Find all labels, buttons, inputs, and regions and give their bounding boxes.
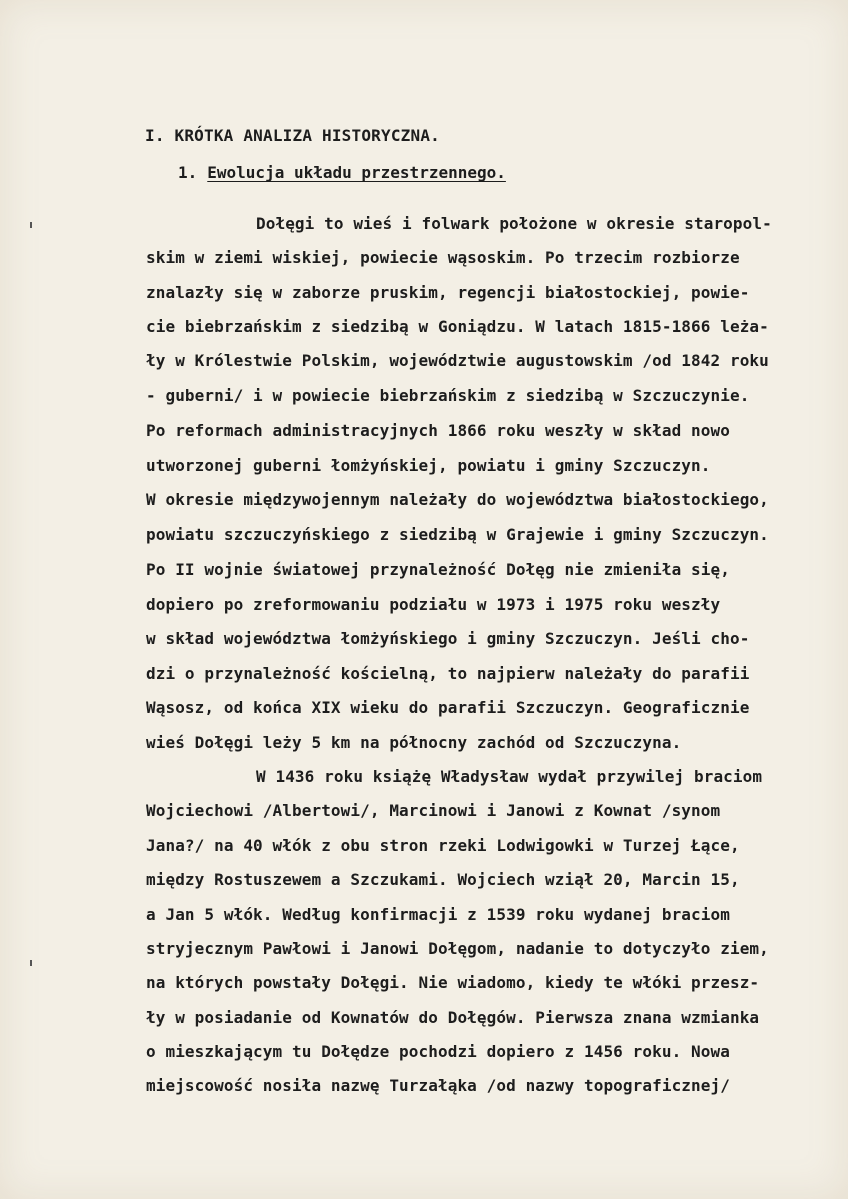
text-line: Jana?/ na 40 włók z obu stron rzeki Lodwigowki w Turzej Łące,	[146, 836, 740, 855]
text-line: dopiero po zreformowaniu podziału w 1973 i 1975 roku weszły	[146, 595, 721, 614]
text-line: dzi o przynależność kościelną, to najpierw należały do parafii	[146, 664, 750, 683]
text-line: na których powstały Dołęgi. Nie wiadomo, kiedy te włóki przesz-	[146, 973, 760, 992]
text-line: cie biebrzańskim z siedzibą w Goniądzu. W latach 1815-1866 leża-	[146, 317, 769, 336]
text-line: W 1436 roku książę Władysław wydał przywilej braciom	[256, 767, 763, 786]
text-line: ły w posiadanie od Kownatów do Dołęgów. Pierwsza znana wzmianka	[146, 1008, 760, 1027]
subsection-title: Ewolucja układu przestrzennego.	[207, 163, 506, 182]
text-line: Po reformach administracyjnych 1866 roku weszły w skład nowo	[146, 421, 730, 440]
text-line: znalazły się w zaborze pruskim, regencji białostockiej, powie-	[146, 283, 750, 302]
text-line: Wąsosz, od końca XIX wieku do parafii Szczuczyn. Geograficznie	[146, 698, 750, 717]
text-line: o mieszkającym tu Dołędze pochodzi dopiero z 1456 roku. Nowa	[146, 1042, 730, 1061]
margin-mark	[30, 960, 32, 966]
text-line: - guberni/ i w powiecie biebrzańskim z siedzibą w Szczuczynie.	[146, 386, 750, 405]
section-heading: I. KRÓTKA ANALIZA HISTORYCZNA.	[145, 126, 440, 145]
text-line: Wojciechowi /Albertowi/, Marcinowi i Janowi z Kownat /synom	[146, 801, 721, 820]
text-line: Dołęgi to wieś i folwark położone w okresie staropol-	[256, 214, 772, 233]
text-line: W okresie międzywojennym należały do województwa białostockiego,	[146, 490, 769, 509]
subsection-heading	[178, 163, 506, 182]
text-line: utworzonej guberni łomżyńskiej, powiatu i gminy Szczuczyn.	[146, 456, 711, 475]
text-line: Po II wojnie światowej przynależność Dołęg nie zmieniła się,	[146, 560, 730, 579]
text-line: wieś Dołęgi leży 5 km na północny zachód od Szczuczyna.	[146, 733, 682, 752]
text-line: stryjecznym Pawłowi i Janowi Dołęgom, nadanie to dotyczyło ziem,	[146, 939, 769, 958]
text-line: miejscowość nosiła nazwę Turzałąka /od nazwy topograficznej/	[146, 1076, 730, 1095]
text-line: skim w ziemi wiskiej, powiecie wąsoskim. Po trzecim rozbiorze	[146, 248, 740, 267]
subsection-number: 1.	[178, 163, 198, 182]
text-line: ły w Królestwie Polskim, województwie augustowskim /od 1842 roku	[146, 351, 769, 370]
text-line: między Rostuszewem a Szczukami. Wojciech wziął 20, Marcin 15,	[146, 870, 740, 889]
margin-mark	[30, 222, 32, 228]
text-line: a Jan 5 włók. Według konfirmacji z 1539 roku wydanej braciom	[146, 905, 730, 924]
text-line: powiatu szczuczyńskiego z siedzibą w Grajewie i gminy Szczuczyn.	[146, 525, 769, 544]
text-line: w skład województwa łomżyńskiego i gminy Szczuczyn. Jeśli cho-	[146, 629, 750, 648]
